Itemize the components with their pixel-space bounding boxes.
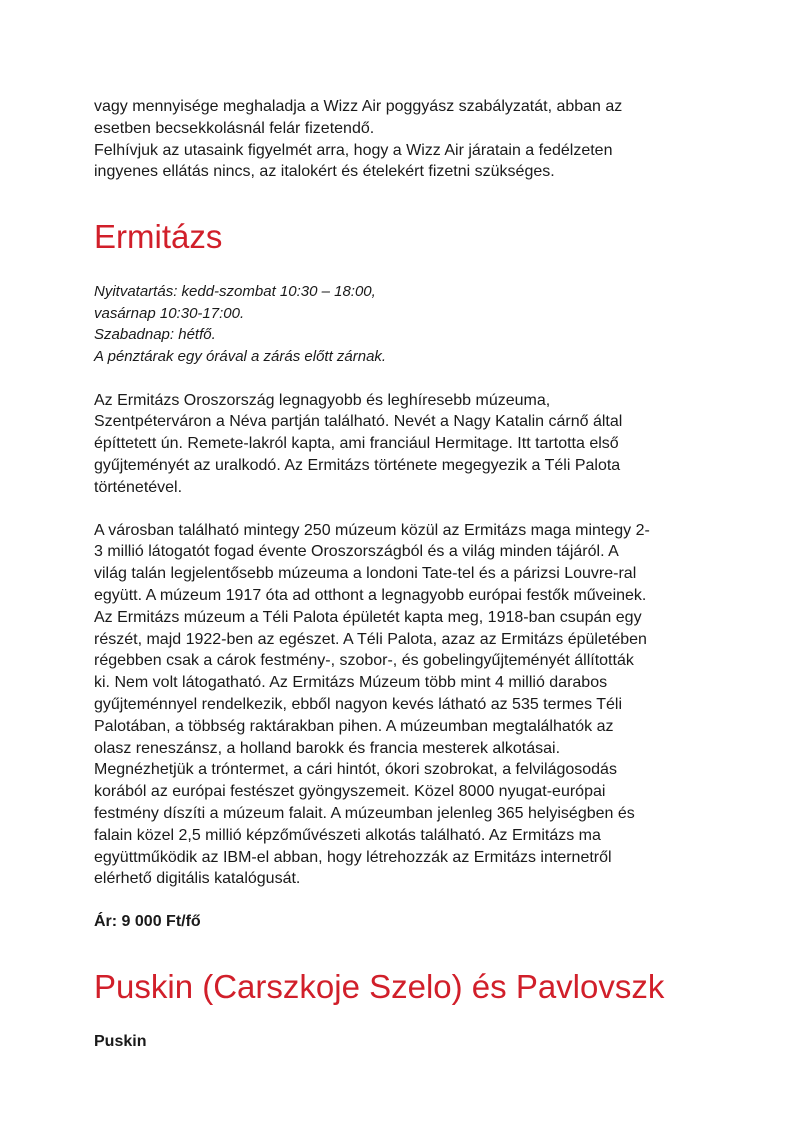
text-line: Megnézhetjük a tróntermet, a cári hintót, ókori szobrokat, a felvilágosodás — [94, 761, 617, 779]
hours-line: vasárnap 10:30-17:00. — [94, 304, 245, 322]
intro-line: ingyenes ellátás nincs, az italokért és ételekért fizetni szükséges. — [94, 163, 555, 181]
text-line: Szentpéterváron a Néva partján található. Nevét a Nagy Katalin cárnő által — [94, 413, 623, 431]
text-line: régebben csak a cárok festmény-, szobor-, és gobelingyűjteményét állították — [94, 652, 634, 670]
text-line: gyűjteményét az uralkodó. Az Ermitázs története megegyezik a Téli Palota — [94, 456, 621, 474]
intro-line: vagy mennyisége meghaladja a Wizz Air poggyász szabályzatát, abban az — [94, 98, 623, 115]
hours-line: Nyitvatartás: kedd-szombat 10:30 – 18:00, — [94, 283, 376, 301]
text-line: korából az európai festészet gyöngyszemeit. Közel 8000 nyugat-európai — [94, 783, 606, 801]
text-line: világ talán legjelentősebb múzeuma a londoni Tate-tel és a párizsi Louvre-ral — [94, 565, 637, 583]
text-line: olasz reneszánsz, a holland barokk és francia mesterek alkotásai. — [94, 739, 561, 757]
hours-line: A pénztárak egy órával a zárás előtt zárnak. — [94, 347, 387, 365]
text-line: együtt. A múzeum 1917 óta ad otthont a legnagyobb európai festők műveinek. — [94, 586, 647, 604]
opening-hours — [94, 281, 706, 367]
ermitazs-heading: Ermitázs — [94, 218, 223, 256]
ermitazs-paragraph-2 — [94, 520, 706, 891]
text-line: festmény díszíti a múzeum falait. A múzeumban jelenleg 365 helyiségben és — [94, 804, 635, 822]
text-line: ki. Nem volt látogatható. Az Ermitázs Múzeum több mint 4 millió darabos — [94, 674, 608, 692]
puskin-heading: Puskin (Carszkoje Szelo) és Pavlovszk — [94, 968, 665, 1006]
text-line: 3 millió látogatót fogad évente Oroszországból és a világ minden tájáról. A — [94, 543, 619, 561]
text-line: falain közel 2,5 millió képzőművészeti alkotás található. Az Ermitázs ma — [94, 826, 601, 844]
text-line: építtetett ún. Remete-lakról kapta, ami franciául Hermitage. Itt tartotta első — [94, 435, 619, 453]
intro-line: esetben becsekkolásnál felár fizetendő. — [94, 119, 375, 137]
text-line: történetével. — [94, 478, 183, 496]
text-line: elérhető digitális katalógusát. — [94, 870, 301, 888]
text-line: együttműködik az IBM-el abban, hogy létrehozzák az Ermitázs internetről — [94, 848, 612, 866]
document-page — [94, 96, 706, 1053]
text-line: részét, majd 1922-ben az egészet. A Téli Palota, azaz az Ermitázs épületében — [94, 630, 647, 648]
text-line: Az Ermitázs múzeum a Téli Palota épületét kapta meg, 1918-ban csupán egy — [94, 608, 642, 626]
price-label: Ár: 9 000 Ft/fő — [94, 913, 201, 931]
intro-line: Felhívjuk az utasaink figyelmét arra, hogy a Wizz Air járatain a fedélzeten — [94, 141, 613, 159]
ermitazs-paragraph-1 — [94, 390, 706, 499]
text-line: Az Ermitázs Oroszország legnagyobb és leghíresebb múzeuma, — [94, 391, 551, 409]
text-line: gyűjteménnyel rendelkezik, ebből nagyon kevés látható az 535 termes Téli — [94, 695, 623, 713]
text-line: Palotában, a többség raktárakban pihen. A múzeumban megtalálhatók az — [94, 717, 614, 735]
intro-paragraph — [94, 96, 706, 183]
puskin-subheading: Puskin — [94, 1033, 147, 1051]
text-line: A városban található mintegy 250 múzeum közül az Ermitázs maga mintegy 2- — [94, 521, 650, 539]
hours-line: Szabadnap: hétfő. — [94, 326, 216, 344]
